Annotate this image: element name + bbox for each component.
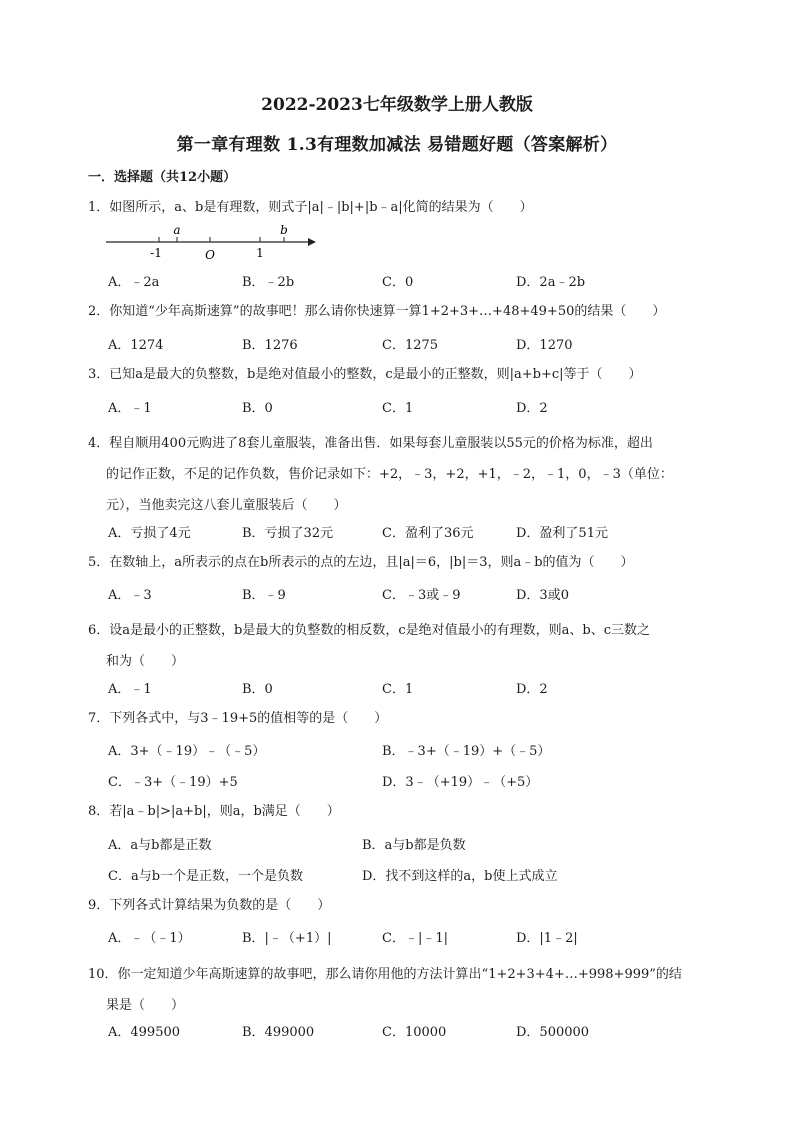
options-q1 [108, 271, 708, 291]
option-c[interactable]: C．0 [382, 275, 414, 290]
options-q8-row1 [108, 834, 708, 854]
question-text: 8．若|a﹣b|>|a+b|，则a，b满足（ ） [88, 804, 340, 819]
option-b[interactable]: B．0 [242, 401, 273, 416]
section-heading: 一．选择题（共12小题） [88, 170, 237, 185]
option-b[interactable]: B．0 [242, 682, 273, 697]
question-text: 9．下列各式计算结果为负数的是（ ） [88, 898, 331, 913]
option-b[interactable]: B．亏损了32元 [242, 526, 334, 541]
options-q4 [108, 522, 708, 542]
question-text-line-3: 元），当他卖完这八套儿童服装后（ ） [106, 498, 347, 513]
option-d[interactable]: D．|1﹣2| [516, 931, 578, 946]
option-d[interactable]: D．500000 [516, 1025, 590, 1040]
options-q2 [108, 334, 708, 354]
option-a[interactable]: A．3+（﹣19）﹣（﹣5） [108, 744, 266, 759]
question-1 [88, 198, 533, 218]
option-c[interactable]: C．盈利了36元 [382, 526, 474, 541]
option-d[interactable]: D．盈利了51元 [516, 526, 608, 541]
options-q3 [108, 397, 708, 417]
option-a[interactable]: A．a与b都是正数 [108, 838, 212, 853]
option-a[interactable]: A．﹣1 [108, 682, 152, 697]
option-a[interactable]: A．﹣3 [108, 588, 152, 603]
question-text: 1．如图所示，a、b是有理数，则式子|a|﹣|b|+|b﹣a|化简的结果为（ ） [88, 200, 533, 215]
question-3 [88, 365, 642, 385]
option-b[interactable]: B．a与b都是负数 [362, 838, 466, 853]
option-a[interactable]: A．499500 [108, 1025, 181, 1040]
label-neg1: -1 [150, 246, 162, 260]
option-c[interactable]: C．﹣|﹣1| [382, 931, 448, 946]
number-line-figure [104, 222, 324, 262]
option-a[interactable]: A．﹣（﹣1） [108, 931, 191, 946]
question-8 [88, 802, 340, 822]
options-q10 [108, 1021, 708, 1041]
option-b[interactable]: B．1276 [242, 338, 298, 353]
question-text: 7．下列各式中，与3﹣19+5的值相等的是（ ） [88, 711, 388, 726]
question-text-line-1: 10．你一定知道少年高斯速算的故事吧，那么请你用他的方法计算出“1+2+3+4+…+998+999”的结 [88, 967, 682, 982]
question-10 [88, 959, 682, 1021]
question-text: 3．已知a是最大的负整数，b是绝对值最小的整数，c是最小的正整数，则|a+b+c|等于（ ） [88, 367, 642, 382]
question-6 [88, 615, 650, 677]
option-a[interactable]: A．1274 [108, 338, 164, 353]
option-d[interactable]: D．2 [516, 401, 548, 416]
question-4 [88, 428, 673, 521]
options-q5 [108, 584, 708, 604]
question-text: 5．在数轴上，a所表示的点在b所表示的点的左边，且|a|＝6，|b|＝3，则a﹣b的值为（ ） [88, 555, 634, 570]
document-title: 2022-2023七年级数学上册人教版 [261, 95, 533, 115]
option-d[interactable]: D．3或0 [516, 588, 569, 603]
question-text-line-1: 4．程自顺用400元购进了8套儿童服装，准备出售．如果每套儿童服装以55元的价格为标准，超出 [88, 436, 653, 451]
option-b[interactable]: B．499000 [242, 1025, 315, 1040]
label-origin: O [205, 248, 215, 262]
label-a: a [173, 223, 181, 237]
option-d[interactable]: D．2a﹣2b [516, 275, 586, 290]
options-q7-row1 [108, 740, 708, 760]
options-q8-row2 [108, 865, 708, 885]
option-d[interactable]: D．1270 [516, 338, 573, 353]
option-d[interactable]: D．2 [516, 682, 548, 697]
option-b[interactable]: B．﹣3+（﹣19）+（﹣5） [382, 744, 551, 759]
option-a[interactable]: A．﹣2a [108, 275, 160, 290]
question-9 [88, 896, 330, 916]
question-text-line-2: 果是（ ） [106, 998, 185, 1013]
options-q9 [108, 927, 708, 947]
label-one: 1 [256, 246, 264, 260]
question-5 [88, 553, 634, 573]
option-c[interactable]: C．1275 [382, 338, 439, 353]
option-d[interactable]: D．3﹣（+19）﹣（+5） [382, 775, 539, 790]
option-b[interactable]: B．﹣2b [242, 275, 295, 290]
option-b[interactable]: B．﹣9 [242, 588, 286, 603]
option-c[interactable]: C．﹣3+（﹣19）+5 [108, 775, 238, 790]
question-text: 2．你知道“少年高斯速算”的故事吧！那么请你快速算一算1+2+3+…+48+49+50的结果（ ） [88, 304, 666, 319]
question-text-line-1: 6．设a是最小的正整数，b是最大的负整数的相反数，c是绝对值最小的有理数，则a、b、c三数之 [88, 623, 650, 638]
question-text-line-2: 和为（ ） [106, 654, 185, 669]
option-c[interactable]: C．10000 [382, 1025, 447, 1040]
options-q6 [108, 678, 708, 698]
option-d[interactable]: D．找不到这样的a，b使上式成立 [362, 869, 558, 884]
option-c[interactable]: C．1 [382, 401, 414, 416]
option-a[interactable]: A．﹣1 [108, 401, 152, 416]
document-subtitle: 第一章有理数 1.3有理数加减法 易错题好题（答案解析） [176, 135, 618, 155]
option-c[interactable]: C．a与b一个是正数，一个是负数 [108, 869, 304, 884]
question-7 [88, 709, 387, 729]
options-q7-row2 [108, 771, 708, 791]
option-c[interactable]: C．﹣3或﹣9 [382, 588, 461, 603]
number-line-arrow [308, 238, 316, 246]
option-b[interactable]: B．|﹣（+1）| [242, 931, 332, 946]
question-text-line-2: 的记作正数，不足的记作负数，售价记录如下：+2，﹣3，+2，+1，﹣2，﹣1，0，﹣3（单位： [106, 467, 673, 482]
option-a[interactable]: A．亏损了4元 [108, 526, 191, 541]
question-2 [88, 302, 665, 322]
option-c[interactable]: C．1 [382, 682, 414, 697]
label-b: b [280, 223, 288, 237]
